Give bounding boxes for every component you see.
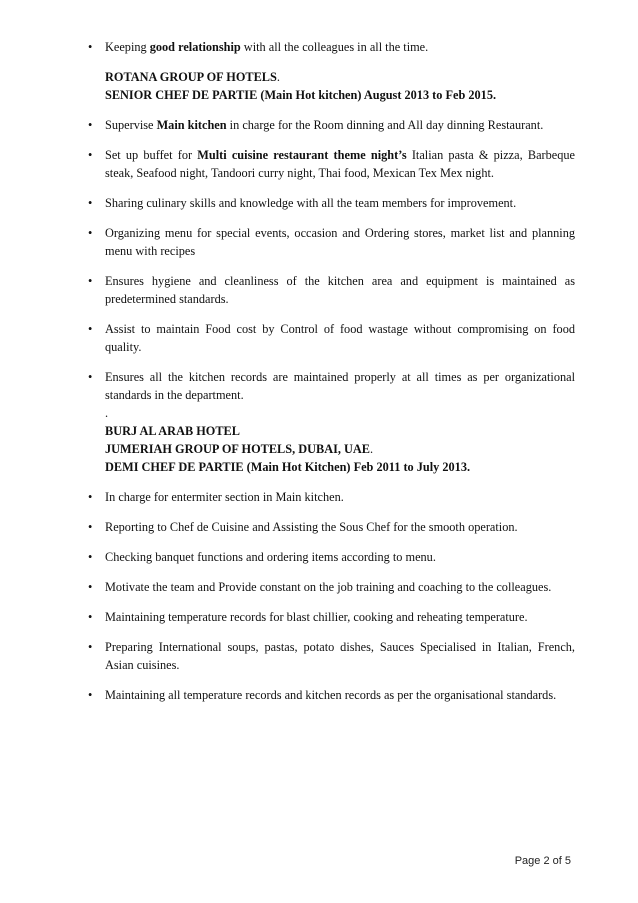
- job-title: DEMI CHEF DE PARTIE (Main Hot Kitchen) Feb 2011 to July 2013.: [105, 460, 471, 474]
- bullet-item: • Sharing culinary skills and knowledge with all the team members for improvement.: [88, 196, 517, 210]
- bullet-icon: •: [88, 370, 93, 384]
- hotel-name: BURJ AL ARAB HOTEL: [105, 424, 240, 438]
- bullet-icon: •: [88, 226, 93, 240]
- bullet-item: • Set up buffet for Multi cuisine restaurant theme night’s Italian pasta & pizza, Barbeque steak, Seafood night, Tandoori curry night, Thai food, Mexican Tex Mex night.: [88, 148, 575, 180]
- employer-line: JUMERIAH GROUP OF HOTELS, DUBAI, UAE.: [105, 442, 374, 456]
- bullet-item: • Ensures hygiene and cleanliness of the kitchen area and equipment is maintained as predetermined standards.: [88, 274, 575, 306]
- bullet-item: • Assist to maintain Food cost by Control of food wastage without compromising on food quality.: [88, 322, 575, 354]
- bullet-item-intro: • Keeping good relationship with all the colleagues in all the time.: [88, 40, 429, 54]
- burj-heading: [88, 404, 575, 476]
- page-content: [88, 38, 575, 716]
- bullet-item: • Maintaining temperature records for blast chillier, cooking and reheating temperature.: [88, 610, 528, 624]
- bullet-icon: •: [88, 688, 93, 702]
- bullet-item: • Organizing menu for special events, occasion and Ordering stores, market list and planning menu with recipes: [88, 226, 575, 258]
- bullet-item: • Preparing International soups, pastas, potato dishes, Sauces Specialised in Italian, French, Asian cuisines.: [88, 640, 575, 672]
- bullet-item: • Ensures all the kitchen records are maintained properly at all times as per organizational standards in the department.: [88, 370, 575, 402]
- bullet-item: • Motivate the team and Provide constant on the job training and coaching to the colleagues.: [88, 580, 552, 594]
- bullet-icon: •: [88, 40, 93, 54]
- bullet-icon: •: [88, 520, 93, 534]
- bullet-item: • Reporting to Chef de Cuisine and Assisting the Sous Chef for the smooth operation.: [88, 520, 518, 534]
- bullet-icon: •: [88, 640, 93, 654]
- bullet-item: • Maintaining all temperature records and kitchen records as per the organisational standards.: [88, 688, 557, 702]
- bullet-item: • Checking banquet functions and ordering items according to menu.: [88, 550, 436, 564]
- stray-dot: .: [105, 406, 109, 420]
- bullet-item: • Supervise Main kitchen in charge for the Room dinning and All day dinning Restaurant.: [88, 118, 544, 132]
- bullet-item: • In charge for entermiter section in Main kitchen.: [88, 490, 344, 504]
- bullet-icon: •: [88, 490, 93, 504]
- bullet-icon: •: [88, 196, 93, 210]
- bullet-icon: •: [88, 580, 93, 594]
- bullet-icon: •: [88, 118, 93, 132]
- bullet-icon: •: [88, 610, 93, 624]
- bullet-icon: •: [88, 322, 93, 336]
- bullet-icon: •: [88, 274, 93, 288]
- job-title: SENIOR CHEF DE PARTIE (Main Hot kitchen) August 2013 to Feb 2015.: [105, 88, 497, 102]
- page-number: Page 2 of 5: [514, 855, 571, 867]
- bullet-icon: •: [88, 550, 93, 564]
- bullet-icon: •: [88, 148, 93, 162]
- rotana-heading: [88, 68, 575, 104]
- employer-line: ROTANA GROUP OF HOTELS.: [105, 70, 280, 84]
